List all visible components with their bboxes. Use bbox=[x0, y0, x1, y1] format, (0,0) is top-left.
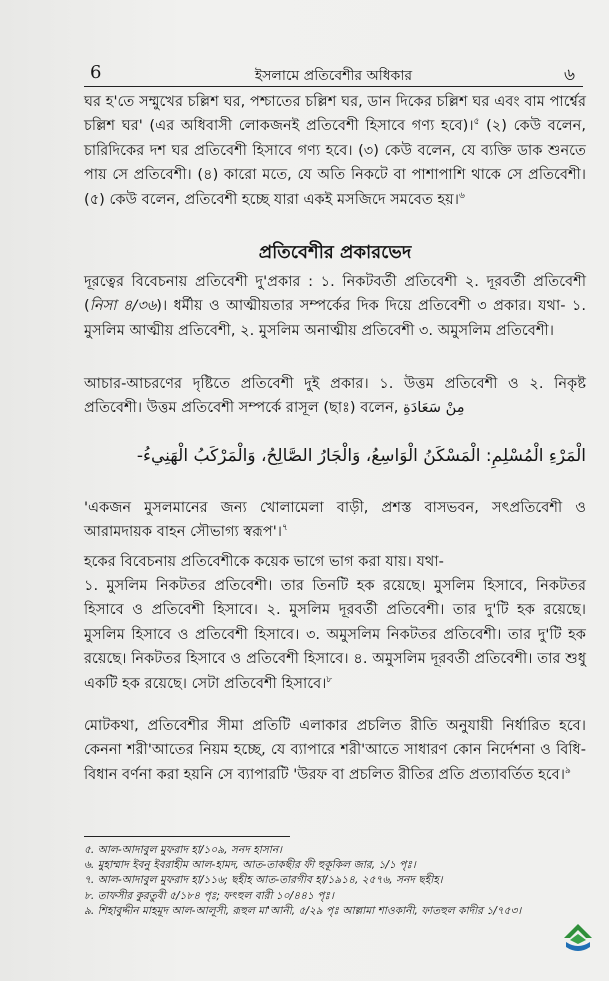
para1-text2: (২) কেউ বলেন, চারিদিকের দশ ঘর প্রতিবেশী হিসাবে গণ্য হবে। (৩) কেউ বলেন, যে ব্যক্তি ডাক শুনতে পায় সে প্রতিবেশী। (৪) কারো মতে, যে অতি নিকটে বা পাশাপাশি থাকে সে প্রতিবেশী। (৫) কেউ বলেন, প্রতিবেশী হচ্ছে যারা একই মসজিদে সমবেত হয়। bbox=[84, 117, 586, 208]
arabic-hadith: الْمَرْءِ الْمُسْلِمِ: الْمَسْكَنُ الْوَاسِعُ، وَالْجَارُ الصَّالِحُ، وَالْمَرْكَبُ الْهَنِيءُ- bbox=[136, 446, 586, 466]
page-header bbox=[84, 64, 583, 87]
paragraph-hadith-translation bbox=[84, 496, 586, 545]
para2-text1: দূরত্বের বিবেচনায় প্রতিবেশী দু'প্রকার : ১. নিকটবর্তী প্রতিবেশী ২. দূরবর্তী প্রতিবেশী ( bbox=[84, 273, 586, 315]
footnote-6: ৬. মুহাম্মাদ ইবনু ইবরাহীম আল-হামদ, আত-তাকছীর ফী হুকূকিল জার, ১/১ পৃঃ। bbox=[84, 859, 416, 872]
footnote-ref-6: ৬ bbox=[458, 190, 465, 201]
para3-text: আচার-আচরণের দৃষ্টিতে প্রতিবেশী দুই প্রকার। ১. উত্তম প্রতিবেশী ও ২. নিকৃষ্ট প্রতিবেশী। উত্তম প্রতিবেশী সম্পর্কে রাসূল (ছাঃ) বলেন, مِنْ سَعَادَةِ bbox=[84, 375, 586, 417]
footnote-7: ৭. আল-আদাবুল মুফরাদ হা/১১৬; ছহীহ আত-তারগীব হা/১৯১৪, ২৫৭৬, সনদ ছহীহ। bbox=[84, 874, 443, 887]
page-number-bengali: ৬ bbox=[563, 65, 575, 85]
paragraph-types-conduct bbox=[84, 372, 586, 421]
quran-reference: নিসা ৪/৩৬ bbox=[89, 297, 157, 315]
para5-text: হকের বিবেচনায় প্রতিবেশীকে কয়েক ভাগে ভাগ করা যায়। যথা- bbox=[84, 553, 444, 570]
paragraph-definitions bbox=[84, 90, 586, 212]
paragraph-rights-list bbox=[84, 574, 586, 696]
para4-text: 'একজন মুসলমানের জন্য খোলামেলা বাড়ী, প্রশস্ত বাসভবন, সৎপ্রতিবেশী ও আরামদায়ক বাহন সৌভাগ্য স্বরূপ'। bbox=[84, 499, 586, 541]
paragraph-rights-intro bbox=[84, 550, 586, 574]
running-title: ইসলামে প্রতিবেশীর অধিকার bbox=[254, 68, 413, 84]
para6-text: ১. মুসলিম নিকটতর প্রতিবেশী। তার তিনটি হক রয়েছে। মুসলিম হিসাবে, নিকটতর হিসাবে ও প্রতিবেশী হিসাবে। ২. মুসলিম দূরবর্তী প্রতিবেশী। তার দু'টি হক রয়েছে। মুসলিম হিসাবে ও প্রতিবেশী হিসাবে। ৩. অমুসলিম নিকটতর প্রতিবেশী। তার দু'টি হক রয়েছে। নিকটতর হিসাবে ও প্রতিবেশী হিসাবে। ৪. অমুসলিম দূরবর্তী প্রতিবেশী। তার শুধু একটি হক রয়েছে। সেটা প্রতিবেশী হিসাবে। bbox=[84, 577, 586, 692]
footnotes bbox=[84, 843, 604, 919]
para7-text: মোটকথা, প্রতিবেশীর সীমা প্রতিটি এলাকার প্রচলিত রীতি অনুযায়ী নির্ধারিত হবে। কেননা শরী'আতের নিয়ম হচ্ছে, যে ব্যাপারে শরী'আতে সাধারণ কোন নির্দেশনা ও বিধি-বিধান বর্ণনা করা হয়নি সে ব্যাপারটি 'উরফ বা প্রচলিত রীতির প্রতি প্রত্যাবর্তিত হবে। bbox=[84, 717, 586, 783]
footnote-8: ৮. তাফসীর কুরতুবী ৫/১৮৪ পৃঃ; ফৎহুল বারী ১০/৪৪১ পৃঃ। bbox=[84, 889, 334, 902]
paragraph-conclusion bbox=[84, 714, 586, 787]
footnote-divider bbox=[84, 836, 290, 837]
para2-text2: )। ধর্মীয় ও আত্মীয়তার সম্পর্কের দিক দিয়ে প্রতিবেশী ৩ প্রকার। যথা- ১. মুসলিম আত্মীয় প্রতিবেশী, ২. মুসলিম অনাত্মীয় প্রতিবেশী ৩. অমুসলিম প্রতিবেশী। bbox=[84, 297, 586, 339]
footnote-ref-9: ৯ bbox=[564, 765, 571, 776]
footnote-ref-8: ৮ bbox=[326, 674, 333, 685]
section-heading: প্রতিবেশীর প্রকারভেদ bbox=[258, 242, 412, 263]
page-number-latin: 6 bbox=[90, 62, 102, 83]
footnote-ref-5: ৫ bbox=[473, 117, 480, 128]
footnote-ref-7: ৭ bbox=[282, 523, 288, 534]
footnote-5: ৫. আল-আদাবুল মুফরাদ হা/১০৯, সনদ হাসান। bbox=[84, 844, 282, 856]
paragraph-types-distance bbox=[84, 270, 586, 343]
footnote-9: ৯. শিহাবুদ্দীন মাহমূদ আল-আলূসী, রূহুল মা'আনী, ৫/২৯ পৃঃ আল্লামা শাওকানী, ফাতহুল কাদীর ১/৭৫৩। bbox=[84, 904, 522, 917]
publisher-logo-icon bbox=[558, 920, 598, 960]
para1-text: ঘর হ'তে সম্মুখের চল্লিশ ঘর, পশ্চাতের চল্লিশ ঘর, ডান দিকের চল্লিশ ঘর এবং বাম পার্শ্বের চল্লিশ ঘর' (এর অধিবাসী লোকজনই প্রতিবেশী হিসাবে গণ্য হবে)। bbox=[84, 93, 586, 135]
